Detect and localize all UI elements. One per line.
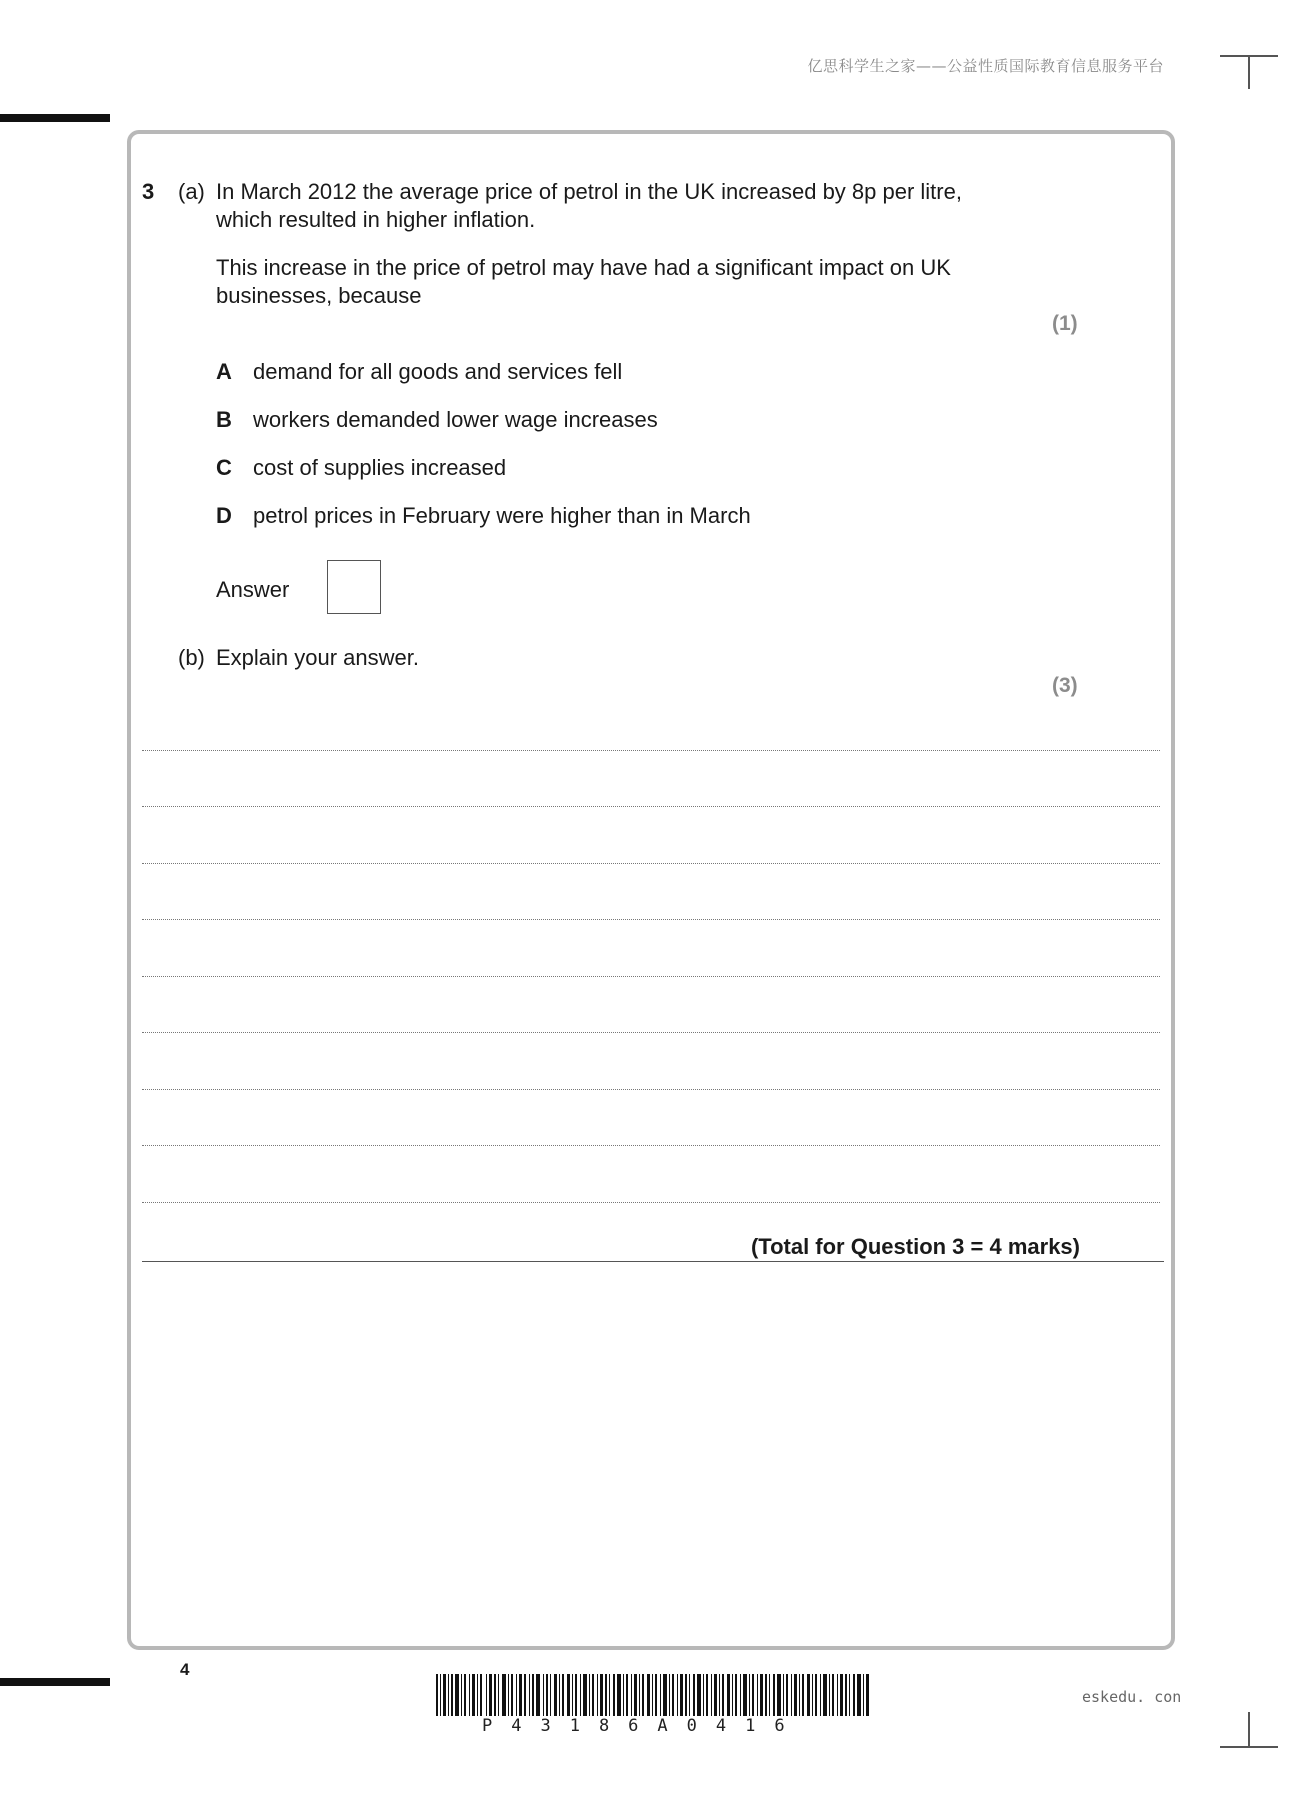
- left-margin-bar-top: [0, 114, 110, 122]
- footer-site: eskedu. con: [1082, 1688, 1182, 1706]
- answer-label: Answer: [216, 577, 290, 602]
- question-number: 3: [142, 179, 155, 204]
- part-a-line-2: which resulted in higher inflation.: [216, 207, 536, 232]
- answer-box[interactable]: [327, 560, 381, 614]
- answer-line[interactable]: [142, 976, 1160, 977]
- barcode-text: P43186A0416: [482, 1716, 804, 1736]
- answer-line[interactable]: [142, 806, 1160, 807]
- option-c-text: cost of supplies increased: [253, 455, 507, 480]
- answer-line[interactable]: [142, 919, 1160, 920]
- option-a-text: demand for all goods and services fell: [253, 359, 623, 384]
- answer-line[interactable]: [142, 1032, 1160, 1033]
- option-b-letter: B: [216, 407, 232, 432]
- part-b-label: (b): [178, 645, 205, 670]
- total-rule: [142, 1261, 1164, 1262]
- question-total: (Total for Question 3 = 4 marks): [750, 1234, 1080, 1259]
- option-d-letter: D: [216, 503, 232, 528]
- part-a-line-1: In March 2012 the average price of petrol in the UK increased by 8p per litre,: [216, 179, 962, 204]
- left-margin-bar-bottom: [0, 1678, 110, 1686]
- option-a-letter: A: [216, 359, 232, 384]
- answer-line[interactable]: [142, 863, 1160, 864]
- answer-line[interactable]: [142, 750, 1160, 751]
- crop-mark-top-vertical: [1248, 57, 1250, 89]
- stem-line-1: This increase in the price of petrol may have had a significant impact on UK: [216, 255, 951, 280]
- option-d-text: petrol prices in February were higher than in March: [253, 503, 751, 528]
- crop-mark-bottom-vertical: [1248, 1712, 1250, 1746]
- part-b-marks: (3): [1052, 674, 1078, 697]
- answer-line[interactable]: [142, 1089, 1160, 1090]
- part-a-marks: (1): [1052, 312, 1078, 335]
- stem-line-2: businesses, because: [216, 283, 422, 308]
- barcode-icon: [436, 1674, 870, 1716]
- part-a-label: (a): [178, 179, 205, 204]
- header-watermark: 亿思科学生之家——公益性质国际教育信息服务平台: [807, 57, 1164, 75]
- page-number: 4: [180, 1660, 190, 1679]
- part-b-text: Explain your answer.: [216, 645, 419, 670]
- option-c-letter: C: [216, 455, 232, 480]
- answer-line[interactable]: [142, 1145, 1160, 1146]
- answer-line[interactable]: [142, 1202, 1160, 1203]
- crop-mark-bottom-horizontal: [1220, 1746, 1278, 1748]
- option-b-text: workers demanded lower wage increases: [253, 407, 658, 432]
